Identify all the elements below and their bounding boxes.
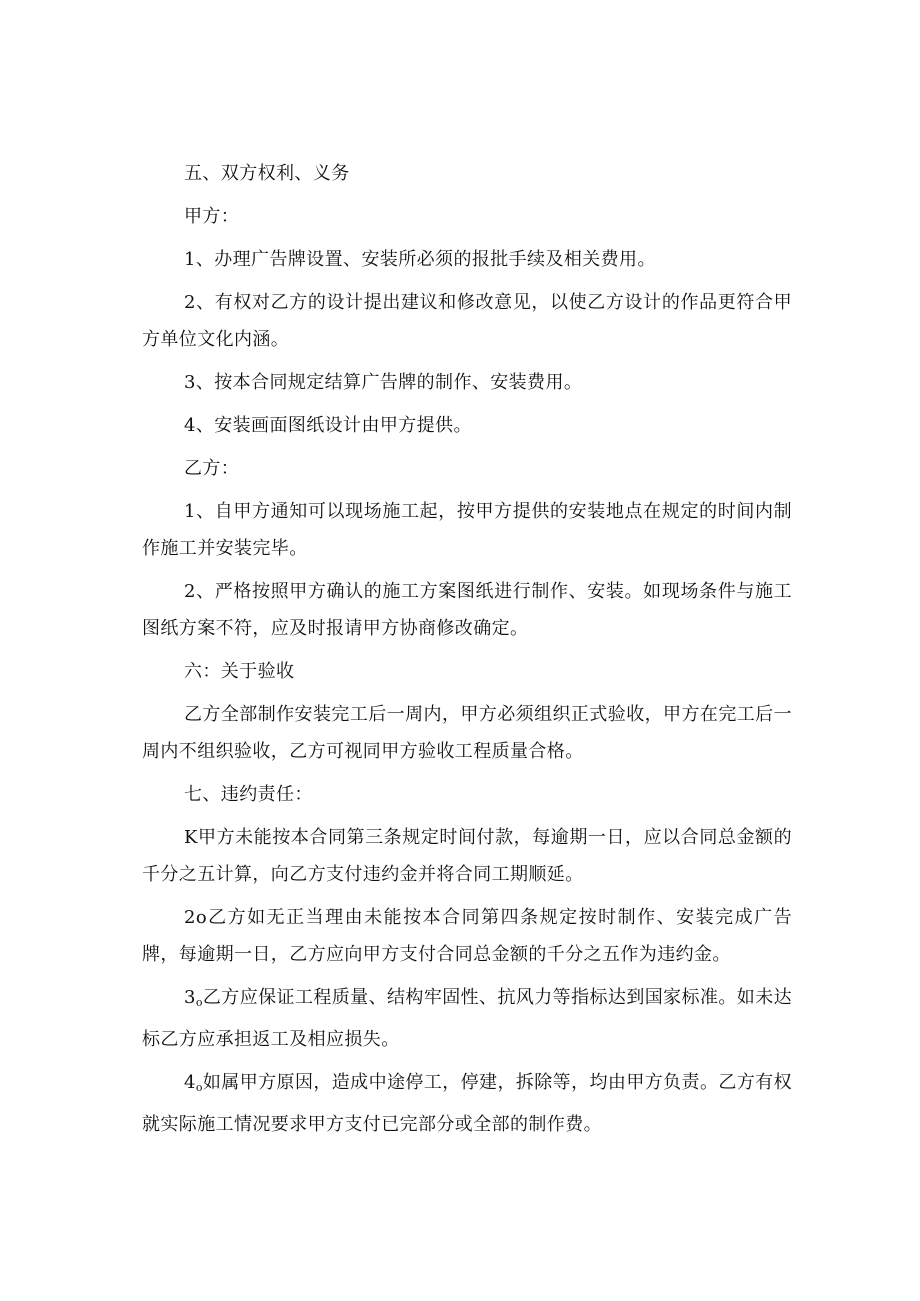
- liability-item-1: K甲方未能按本合同第三条规定时间付款，每逾期一日，应以合同总金额的千分之五计算，向乙方支付违约金并将合同工期顺延。: [142, 827, 792, 885]
- liability-item-4-number: 4: [184, 1072, 196, 1093]
- party-a-item-2: 2、有权对乙方的设计提出建议和修改意见，以使乙方设计的作品更符合甲方单位文化内涵。: [142, 292, 792, 350]
- party-a-item-1: 1、办理广告牌设置、安装所必须的报批手续及相关费用。: [184, 249, 656, 270]
- section-heading-rights: 五、双方权利、义务: [184, 163, 350, 184]
- party-a-item-4: 4、安装画面图纸设计由甲方提供。: [184, 415, 472, 436]
- section-heading-liability: 七、违约责任：: [184, 784, 313, 805]
- section-heading-acceptance: 六：关于验收: [184, 661, 295, 682]
- party-b-label: 乙方：: [184, 458, 240, 479]
- liability-item-3: [142, 979, 792, 1058]
- party-a-item-3: 3、按本合同规定结算广告牌的制作、安装费用。: [184, 372, 583, 393]
- liability-item-4-text: 如属甲方原因，造成中途停工，停建，拆除等，均由甲方负责。乙方有权就实际施工情况要求甲方支付已完部分或全部的制作费。: [142, 1072, 792, 1135]
- liability-item-4: [142, 1064, 792, 1143]
- liability-item-2: 2o乙方如无正当理由未能按本合同第四条规定按时制作、安装完成广告牌，每逾期一日，乙方应向甲方支付合同总金额的千分之五作为违约金。: [142, 907, 792, 965]
- liability-item-3-marker: o: [195, 996, 203, 1009]
- acceptance-text: 乙方全部制作安装完工后一周内，甲方必须组织正式验收，甲方在完工后一周内不组织验收，乙方可视同甲方验收工程质量合格。: [142, 704, 792, 762]
- party-a-label: 甲方：: [184, 206, 240, 227]
- liability-item-3-number: 3: [184, 987, 196, 1008]
- liability-item-4-marker: o: [195, 1081, 203, 1094]
- document-body: [142, 155, 792, 1149]
- party-b-item-2: 2、严格按照甲方确认的施工方案图纸进行制作、安装。如现场条件与施工图纸方案不符，应及时报请甲方协商修改确定。: [142, 581, 792, 639]
- party-b-item-1: 1、自甲方通知可以现场施工起，按甲方提供的安装地点在规定的时间内制作施工并安装完毕。: [142, 501, 792, 559]
- liability-item-3-text: 乙方应保证工程质量、结构牢固性、抗风力等指标达到国家标准。如未达标乙方应承担返工及相应损失。: [142, 987, 792, 1050]
